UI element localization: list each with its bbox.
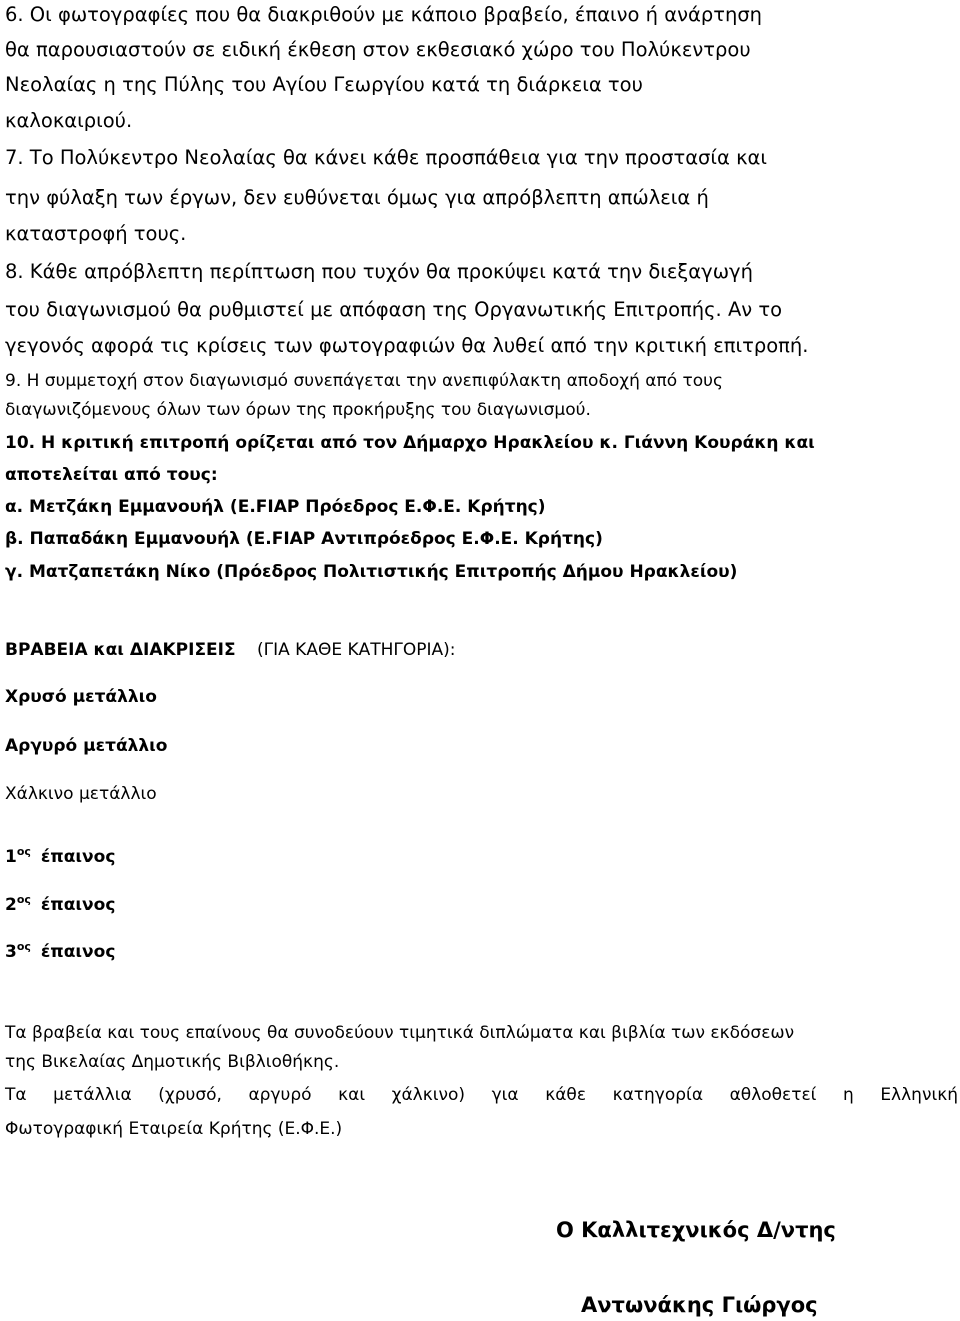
closing-paragraph-1-line-2: της Βικελαίας Δημοτικής Βιβλιοθήκης. xyxy=(5,1052,340,1072)
mention-2 xyxy=(5,893,116,916)
rule-10-line-2: αποτελείται από τους: xyxy=(5,465,218,485)
mention-3-text: έπαινος xyxy=(40,942,116,962)
awards-heading xyxy=(5,641,456,661)
rule-10-line-1: 10. Η κριτική επιτροπή ορίζεται από τον Δήμαρχο Ηρακλείου κ. Γιάννη Κουράκη και xyxy=(5,433,815,453)
rule-8-line-2: του διαγωνισμού θα ρυθμιστεί με απόφαση της Οργανωτικής Επιτροπής. Αν το xyxy=(5,298,783,321)
rule-8-line-3: γεγονός αφορά τις κρίσεις των φωτογραφιών θα λυθεί από την κριτική επιτροπή. xyxy=(5,334,809,357)
award-bronze: Χάλκινο μετάλλιο xyxy=(5,784,157,804)
mention-3-ordinal: ος xyxy=(16,940,31,953)
mention-2-text: έπαινος xyxy=(40,895,116,915)
rule-6-line-3: Νεολαίας η της Πύλης του Αγίου Γεωργίου κατά τη διάρκεια του xyxy=(5,73,643,96)
mention-1-text: έπαινος xyxy=(40,847,116,867)
rule-6-line-2: θα παρουσιαστούν σε ειδική έκθεση στον εκθεσιακό χώρο του Πολύκεντρου xyxy=(5,38,751,61)
closing-paragraph-2-line-2: Φωτογραφική Εταιρεία Κρήτης (Ε.Φ.Ε.) xyxy=(5,1119,343,1139)
awards-heading-bold: ΒΡΑΒΕΙΑ και ΔΙΑΚΡΙΣΕΙΣ xyxy=(5,640,236,660)
jury-member-a: α. Μετζάκη Εμμανουήλ (E.FIAP Πρόεδρος Ε.Φ.Ε. Κρήτης) xyxy=(5,497,546,517)
mention-2-number: 2 xyxy=(5,895,17,915)
mention-1 xyxy=(5,845,116,868)
awards-heading-rest: (ΓΙΑ ΚΑΘΕ ΚΑΤΗΓΟΡΙΑ): xyxy=(257,640,456,660)
rule-6-line-4: καλοκαιριού. xyxy=(5,109,133,132)
rule-6-line-1: 6. Οι φωτογραφίες που θα διακριθούν με κάποιο βραβείο, έπαινο ή ανάρτηση xyxy=(5,3,763,26)
closing-paragraph-2-line-1: Τα μετάλλια (χρυσό, αργυρό και χάλκινο) για κάθε κατηγορία αθλοθετεί η Ελληνική xyxy=(5,1085,958,1105)
mention-3 xyxy=(5,940,116,963)
signature-name: Αντωνάκης Γιώργος xyxy=(581,1293,818,1317)
mention-2-ordinal: ος xyxy=(16,893,31,906)
mention-3-number: 3 xyxy=(5,942,17,962)
award-gold: Χρυσό μετάλλιο xyxy=(5,687,157,707)
rule-8-line-1: 8. Κάθε απρόβλεπτη περίπτωση που τυχόν θα προκύψει κατά την διεξαγωγή xyxy=(5,260,753,283)
rule-9-line-1: 9. Η συμμετοχή στον διαγωνισμό συνεπάγεται την ανεπιφύλακτη αποδοχή από τους xyxy=(5,371,723,391)
rule-7-line-1: 7. Το Πολύκεντρο Νεολαίας θα κάνει κάθε προσπάθεια για την προστασία και xyxy=(5,146,768,169)
signature-title: Ο Καλλιτεχνικός Δ/ντης xyxy=(556,1218,836,1242)
jury-member-c: γ. Ματζαπετάκη Νίκο (Πρόεδρος Πολιτιστικής Επιτροπής Δήμου Ηρακλείου) xyxy=(5,562,738,582)
rule-7-line-2: την φύλαξη των έργων, δεν ευθύνεται όμως για απρόβλεπτη απώλεια ή xyxy=(5,186,709,209)
jury-member-b: β. Παπαδάκη Εμμανουήλ (E.FIAP Αντιπρόεδρος Ε.Φ.Ε. Κρήτης) xyxy=(5,529,603,549)
closing-paragraph-1-line-1: Τα βραβεία και τους επαίνους θα συνοδεύουν τιμητικά διπλώματα και βιβλία των εκδόσεων xyxy=(5,1023,795,1043)
mention-1-ordinal: ος xyxy=(16,845,31,858)
mention-1-number: 1 xyxy=(5,847,17,867)
award-silver: Αργυρό μετάλλιο xyxy=(5,736,168,756)
rule-7-line-3: καταστροφή τους. xyxy=(5,222,187,245)
rule-9-line-2: διαγωνιζόμενους όλων των όρων της προκήρυξης του διαγωνισμού. xyxy=(5,400,591,420)
